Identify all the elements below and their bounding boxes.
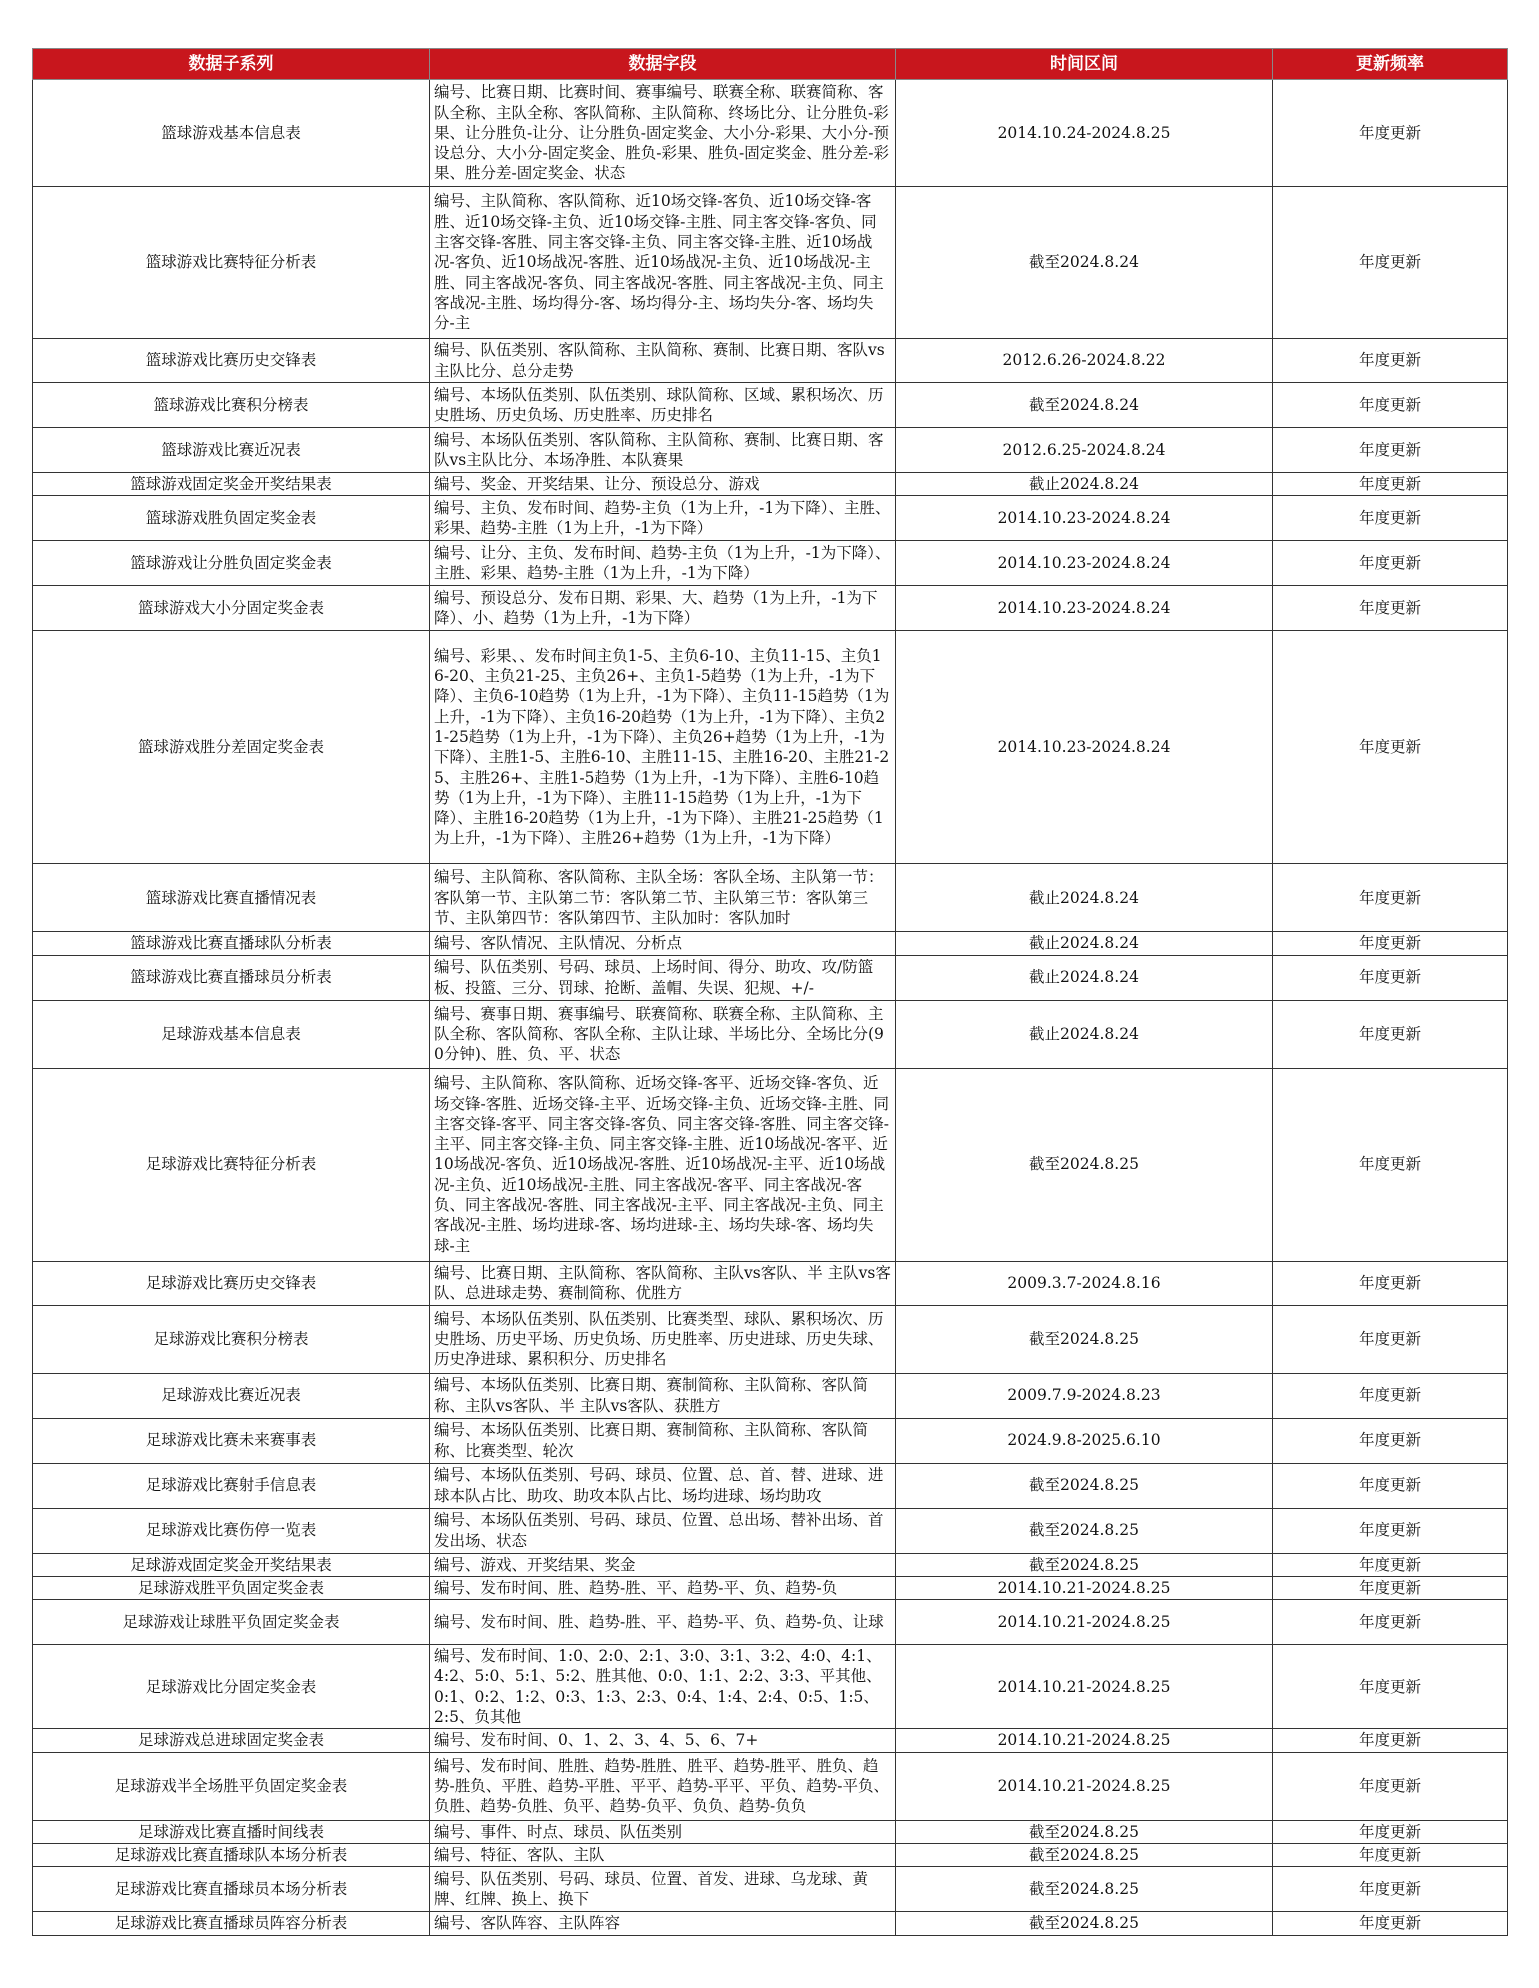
field-list: 编号、队伍类别、客队简称、主队简称、赛制、比赛日期、客队vs主队比分、总分走势 xyxy=(430,339,896,383)
time-period: 2012.6.26-2024.8.22 xyxy=(896,339,1273,383)
field-list: 编号、游戏、开奖结果、奖金 xyxy=(430,1553,896,1576)
table-row xyxy=(33,1068,1508,1261)
table-row xyxy=(33,1729,1508,1752)
update-frequency: 年度更新 xyxy=(1273,339,1508,383)
time-period: 截至2024.8.25 xyxy=(896,1508,1273,1553)
time-period: 2014.10.23-2024.8.24 xyxy=(896,631,1273,864)
series-name: 篮球游戏让分胜负固定奖金表 xyxy=(33,541,430,586)
update-frequency: 年度更新 xyxy=(1273,80,1508,187)
field-list: 编号、发布时间、0、1、2、3、4、5、6、7+ xyxy=(430,1729,896,1752)
field-list: 编号、比赛日期、比赛时间、赛事编号、联赛全称、联赛简称、客队全称、主队全称、客队简称、主队简称、终场比分、让分胜负-彩果、让分胜负-让分、让分胜负-固定奖金、大小分-彩果、大小分-预设总分、大小分-固定奖金、胜负-彩果、胜负-固定奖金、胜分差-彩果、胜分差-固定奖金、状态 xyxy=(430,80,896,187)
field-list: 编号、主队简称、客队简称、主队全场：客队全场、主队第一节：客队第一节、主队第二节：客队第二节、主队第三节：客队第三节、主队第四节：客队第四节、主队加时：客队加时 xyxy=(430,864,896,932)
field-list: 编号、特征、客队、主队 xyxy=(430,1843,896,1866)
table-row xyxy=(33,496,1508,541)
update-frequency: 年度更新 xyxy=(1273,1418,1508,1463)
series-name: 篮球游戏比赛直播情况表 xyxy=(33,864,430,932)
update-frequency: 年度更新 xyxy=(1273,541,1508,586)
table-row xyxy=(33,1418,1508,1463)
update-frequency: 年度更新 xyxy=(1273,1553,1508,1576)
header-period: 时间区间 xyxy=(896,49,1273,80)
table-row xyxy=(33,473,1508,496)
update-frequency: 年度更新 xyxy=(1273,496,1508,541)
field-list: 编号、奖金、开奖结果、让分、预设总分、游戏 xyxy=(430,473,896,496)
table-row xyxy=(33,1820,1508,1843)
time-period: 2014.10.21-2024.8.25 xyxy=(896,1600,1273,1645)
update-frequency: 年度更新 xyxy=(1273,631,1508,864)
header-frequency: 更新频率 xyxy=(1273,49,1508,80)
update-frequency: 年度更新 xyxy=(1273,864,1508,932)
time-period: 截至2024.8.25 xyxy=(896,1068,1273,1261)
time-period: 截至2024.8.25 xyxy=(896,1912,1273,1935)
update-frequency: 年度更新 xyxy=(1273,1843,1508,1866)
time-period: 截至2024.8.25 xyxy=(896,1820,1273,1843)
series-name: 足球游戏比赛直播时间线表 xyxy=(33,1820,430,1843)
table-row xyxy=(33,1553,1508,1576)
time-period: 2024.9.8-2025.6.10 xyxy=(896,1418,1273,1463)
update-frequency: 年度更新 xyxy=(1273,1576,1508,1599)
field-list: 编号、主队简称、客队简称、近场交锋-客平、近场交锋-客负、近场交锋-客胜、近场交锋-主平、近场交锋-主负、近场交锋-主胜、同主客交锋-客平、同主客交锋-客负、同主客交锋-客胜、同主客交锋-主平、同主客交锋-主负、同主客交锋-主胜、近10场战况-客平、近10场战况-客负、近10场战况-客胜、近10场战况-主平、近10场战况-主负、近10场战况-主胜、同主客战况-客平、同主客战况-客负、同主客战况-客胜、同主客战况-主平、同主客战况-主负、同主客战况-主胜、场均进球-客、场均进球-主、场均失球-客、场均失球-主 xyxy=(430,1068,896,1261)
table-row xyxy=(33,1912,1508,1935)
time-period: 截至2024.8.24 xyxy=(896,187,1273,339)
series-name: 足球游戏比赛历史交锋表 xyxy=(33,1261,430,1305)
table-row xyxy=(33,1576,1508,1599)
field-list: 编号、发布时间、胜、趋势-胜、平、趋势-平、负、趋势-负 xyxy=(430,1576,896,1599)
update-frequency: 年度更新 xyxy=(1273,1305,1508,1373)
table-row xyxy=(33,383,1508,428)
series-name: 足球游戏让球胜平负固定奖金表 xyxy=(33,1600,430,1645)
field-list: 编号、队伍类别、号码、球员、上场时间、得分、助攻、攻/防篮板、投篮、三分、罚球、抢断、盖帽、失误、犯规、+/- xyxy=(430,955,896,1000)
table-row xyxy=(33,339,1508,383)
field-list: 编号、本场队伍类别、客队简称、主队简称、赛制、比赛日期、客队vs主队比分、本场净胜、本队赛果 xyxy=(430,428,896,473)
update-frequency: 年度更新 xyxy=(1273,1261,1508,1305)
header-series: 数据子系列 xyxy=(33,49,430,80)
field-list: 编号、彩果、、发布时间主负1-5、主负6-10、主负11-15、主负16-20、主负21-25、主负26+、主负1-5趋势（1为上升，-1为下降）、主负6-10趋势（1为上升，-1为下降）、主负11-15趋势（1为上升，-1为下降）、主负16-20趋势（1为上升，-1为下降）、主负21-25趋势（1为上升，-1为下降）、主负26+趋势（1为上升，-1为下降）、主胜1-5、主胜6-10、主胜11-15、主胜16-20、主胜21-25、主胜26+、主胜1-5趋势（1为上升，-1为下降）、主胜6-10趋势（1为上升，-1为下降）、主胜11-15趋势（1为上升，-1为下降）、主胜16-20趋势（1为上升，-1为下降）、主胜21-25趋势（1为上升，-1为下降）、主胜26+趋势（1为上升，-1为下降） xyxy=(430,631,896,864)
field-list: 编号、主负、发布时间、趋势-主负（1为上升，-1为下降）、主胜、彩果、趋势-主胜（1为上升，-1为下降） xyxy=(430,496,896,541)
series-name: 篮球游戏比赛直播球队分析表 xyxy=(33,932,430,955)
table-row xyxy=(33,1373,1508,1418)
table-row xyxy=(33,1867,1508,1912)
series-name: 足球游戏比赛近况表 xyxy=(33,1373,430,1418)
time-period: 2014.10.21-2024.8.25 xyxy=(896,1576,1273,1599)
series-name: 足球游戏总进球固定奖金表 xyxy=(33,1729,430,1752)
series-name: 篮球游戏比赛近况表 xyxy=(33,428,430,473)
table-row xyxy=(33,1305,1508,1373)
series-name: 篮球游戏固定奖金开奖结果表 xyxy=(33,473,430,496)
update-frequency: 年度更新 xyxy=(1273,1068,1508,1261)
time-period: 截至2024.8.25 xyxy=(896,1867,1273,1912)
update-frequency: 年度更新 xyxy=(1273,428,1508,473)
time-period: 2014.10.21-2024.8.25 xyxy=(896,1729,1273,1752)
table-row xyxy=(33,586,1508,631)
series-name: 足球游戏比赛特征分析表 xyxy=(33,1068,430,1261)
field-list: 编号、客队情况、主队情况、分析点 xyxy=(430,932,896,955)
update-frequency: 年度更新 xyxy=(1273,932,1508,955)
update-frequency: 年度更新 xyxy=(1273,586,1508,631)
table-body xyxy=(33,80,1508,1936)
table-row xyxy=(33,1000,1508,1068)
update-frequency: 年度更新 xyxy=(1273,1463,1508,1508)
table-row xyxy=(33,1463,1508,1508)
update-frequency: 年度更新 xyxy=(1273,1867,1508,1912)
time-period: 截止2024.8.24 xyxy=(896,955,1273,1000)
table-row xyxy=(33,1843,1508,1866)
series-name: 足球游戏比赛直播球员阵容分析表 xyxy=(33,1912,430,1935)
table-row xyxy=(33,631,1508,864)
field-list: 编号、发布时间、1:0、2:0、2:1、3:0、3:1、3:2、4:0、4:1、4:2、5:0、5:1、5:2、胜其他、0:0、1:1、2:2、3:3、平其他、0:1、0:2、1:2、0:3、1:3、2:3、0:4、1:4、2:4、0:5、1:5、2:5、负其他 xyxy=(430,1645,896,1729)
field-list: 编号、发布时间、胜胜、趋势-胜胜、胜平、趋势-胜平、胜负、趋势-胜负、平胜、趋势-平胜、平平、趋势-平平、平负、趋势-平负、负胜、趋势-负胜、负平、趋势-负平、负负、趋势-负负 xyxy=(430,1752,896,1820)
field-list: 编号、事件、时点、球员、队伍类别 xyxy=(430,1820,896,1843)
time-period: 2012.6.25-2024.8.24 xyxy=(896,428,1273,473)
series-name: 篮球游戏基本信息表 xyxy=(33,80,430,187)
time-period: 2014.10.23-2024.8.24 xyxy=(896,541,1273,586)
table-row xyxy=(33,428,1508,473)
update-frequency: 年度更新 xyxy=(1273,1000,1508,1068)
series-name: 足球游戏比赛直播球队本场分析表 xyxy=(33,1843,430,1866)
series-name: 足球游戏比分固定奖金表 xyxy=(33,1645,430,1729)
update-frequency: 年度更新 xyxy=(1273,1729,1508,1752)
time-period: 截止2024.8.24 xyxy=(896,1000,1273,1068)
time-period: 2009.3.7-2024.8.16 xyxy=(896,1261,1273,1305)
field-list: 编号、比赛日期、主队简称、客队简称、主队vs客队、半 主队vs客队、总进球走势、赛制简称、优胜方 xyxy=(430,1261,896,1305)
series-name: 足球游戏比赛未来赛事表 xyxy=(33,1418,430,1463)
time-period: 截至2024.8.25 xyxy=(896,1463,1273,1508)
field-list: 编号、赛事日期、赛事编号、联赛简称、联赛全称、主队简称、主队全称、客队简称、客队全称、主队让球、半场比分、全场比分(90分钟)、胜、负、平、状态 xyxy=(430,1000,896,1068)
data-dictionary-table xyxy=(32,48,1508,1936)
series-name: 足球游戏比赛直播球员本场分析表 xyxy=(33,1867,430,1912)
update-frequency: 年度更新 xyxy=(1273,1912,1508,1935)
time-period: 2014.10.24-2024.8.25 xyxy=(896,80,1273,187)
time-period: 2014.10.23-2024.8.24 xyxy=(896,496,1273,541)
time-period: 截至2024.8.24 xyxy=(896,383,1273,428)
series-name: 篮球游戏胜负固定奖金表 xyxy=(33,496,430,541)
table-row xyxy=(33,955,1508,1000)
field-list: 编号、本场队伍类别、号码、球员、位置、总、首、替、进球、进球本队占比、助攻、助攻本队占比、场均进球、场均助攻 xyxy=(430,1463,896,1508)
series-name: 篮球游戏比赛历史交锋表 xyxy=(33,339,430,383)
table-row xyxy=(33,1752,1508,1820)
time-period: 截至2024.8.25 xyxy=(896,1843,1273,1866)
update-frequency: 年度更新 xyxy=(1273,1373,1508,1418)
time-period: 2009.7.9-2024.8.23 xyxy=(896,1373,1273,1418)
series-name: 篮球游戏比赛积分榜表 xyxy=(33,383,430,428)
field-list: 编号、本场队伍类别、队伍类别、球队简称、区域、累积场次、历史胜场、历史负场、历史胜率、历史排名 xyxy=(430,383,896,428)
table-row xyxy=(33,1600,1508,1645)
update-frequency: 年度更新 xyxy=(1273,187,1508,339)
series-name: 篮球游戏比赛特征分析表 xyxy=(33,187,430,339)
time-period: 截至2024.8.25 xyxy=(896,1553,1273,1576)
field-list: 编号、队伍类别、号码、球员、位置、首发、进球、乌龙球、黄牌、红牌、换上、换下 xyxy=(430,1867,896,1912)
header-row xyxy=(33,49,1508,80)
update-frequency: 年度更新 xyxy=(1273,1752,1508,1820)
table-row xyxy=(33,1645,1508,1729)
update-frequency: 年度更新 xyxy=(1273,473,1508,496)
field-list: 编号、本场队伍类别、比赛日期、赛制简称、主队简称、客队简称、主队vs客队、半 主队vs客队、获胜方 xyxy=(430,1373,896,1418)
field-list: 编号、预设总分、发布日期、彩果、大、趋势（1为上升，-1为下降）、小、趋势（1为上升，-1为下降） xyxy=(430,586,896,631)
header-fields: 数据字段 xyxy=(430,49,896,80)
series-name: 足球游戏胜平负固定奖金表 xyxy=(33,1576,430,1599)
update-frequency: 年度更新 xyxy=(1273,383,1508,428)
update-frequency: 年度更新 xyxy=(1273,1820,1508,1843)
time-period: 截至2024.8.25 xyxy=(896,1305,1273,1373)
field-list: 编号、本场队伍类别、比赛日期、赛制简称、主队简称、客队简称、比赛类型、轮次 xyxy=(430,1418,896,1463)
series-name: 足球游戏比赛射手信息表 xyxy=(33,1463,430,1508)
update-frequency: 年度更新 xyxy=(1273,955,1508,1000)
table-row xyxy=(33,932,1508,955)
series-name: 足球游戏固定奖金开奖结果表 xyxy=(33,1553,430,1576)
time-period: 截止2024.8.24 xyxy=(896,473,1273,496)
table-row xyxy=(33,1508,1508,1553)
series-name: 足球游戏基本信息表 xyxy=(33,1000,430,1068)
field-list: 编号、本场队伍类别、队伍类别、比赛类型、球队、累积场次、历史胜场、历史平场、历史负场、历史胜率、历史进球、历史失球、历史净进球、累积积分、历史排名 xyxy=(430,1305,896,1373)
series-name: 足球游戏半全场胜平负固定奖金表 xyxy=(33,1752,430,1820)
time-period: 2014.10.21-2024.8.25 xyxy=(896,1752,1273,1820)
table-row xyxy=(33,187,1508,339)
field-list: 编号、发布时间、胜、趋势-胜、平、趋势-平、负、趋势-负、让球 xyxy=(430,1600,896,1645)
series-name: 足球游戏比赛积分榜表 xyxy=(33,1305,430,1373)
time-period: 截止2024.8.24 xyxy=(896,864,1273,932)
field-list: 编号、本场队伍类别、号码、球员、位置、总出场、替补出场、首发出场、状态 xyxy=(430,1508,896,1553)
series-name: 篮球游戏大小分固定奖金表 xyxy=(33,586,430,631)
table-row xyxy=(33,80,1508,187)
table-row xyxy=(33,541,1508,586)
time-period: 2014.10.23-2024.8.24 xyxy=(896,586,1273,631)
table-row xyxy=(33,1261,1508,1305)
field-list: 编号、主队简称、客队简称、近10场交锋-客负、近10场交锋-客胜、近10场交锋-主负、近10场交锋-主胜、同主客交锋-客负、同主客交锋-客胜、同主客交锋-主负、同主客交锋-主胜、近10场战况-客负、近10场战况-客胜、近10场战况-主负、近10场战况-主胜、同主客战况-客负、同主客战况-客胜、同主客战况-主负、同主客战况-主胜、场均得分-客、场均得分-主、场均失分-客、场均失分-主 xyxy=(430,187,896,339)
field-list: 编号、让分、主负、发布时间、趋势-主负（1为上升，-1为下降）、主胜、彩果、趋势-主胜（1为上升，-1为下降） xyxy=(430,541,896,586)
series-name: 足球游戏比赛伤停一览表 xyxy=(33,1508,430,1553)
update-frequency: 年度更新 xyxy=(1273,1645,1508,1729)
table-row xyxy=(33,864,1508,932)
time-period: 2014.10.21-2024.8.25 xyxy=(896,1645,1273,1729)
update-frequency: 年度更新 xyxy=(1273,1508,1508,1553)
series-name: 篮球游戏胜分差固定奖金表 xyxy=(33,631,430,864)
series-name: 篮球游戏比赛直播球员分析表 xyxy=(33,955,430,1000)
time-period: 截止2024.8.24 xyxy=(896,932,1273,955)
update-frequency: 年度更新 xyxy=(1273,1600,1508,1645)
field-list: 编号、客队阵容、主队阵容 xyxy=(430,1912,896,1935)
